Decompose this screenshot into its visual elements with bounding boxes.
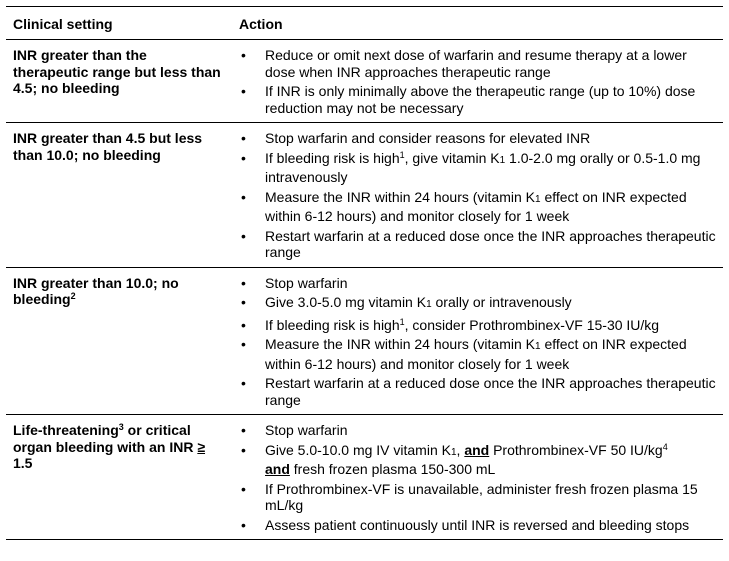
action-text-b: , consider Prothrombinex-VF 15-30 IU/kg bbox=[404, 316, 660, 333]
bullet-icon: • bbox=[241, 188, 246, 205]
setting-text: INR greater than 10.0; no bleeding bbox=[13, 274, 179, 307]
subscript: 1 bbox=[535, 341, 541, 352]
action-text-a: Measure the INR within 24 hours (vitamin K bbox=[265, 336, 535, 352]
bullet-icon: • bbox=[241, 375, 246, 391]
footnote-ref: 4 bbox=[662, 441, 668, 452]
action-text: Stop warfarin bbox=[265, 422, 348, 438]
footnote-ref: 3 bbox=[118, 422, 124, 432]
table-row bbox=[6, 40, 723, 123]
bullet-icon: • bbox=[241, 316, 246, 333]
list-item bbox=[239, 375, 716, 408]
emphasis-and: and bbox=[265, 461, 290, 477]
list-item bbox=[239, 130, 716, 147]
action-cell bbox=[232, 415, 723, 540]
clinical-setting-cell bbox=[6, 415, 232, 540]
bullet-icon: • bbox=[241, 480, 246, 497]
bullet-icon: • bbox=[241, 83, 246, 99]
emphasis-and: and bbox=[464, 441, 490, 458]
subscript: 1 bbox=[499, 154, 506, 166]
action-list bbox=[239, 422, 716, 533]
clinical-setting-cell: INR greater than the therapeutic range but less than 4.5; no bleeding bbox=[6, 40, 232, 123]
action-text-c: 1.0-2.0 mg orally or 0.5-1.0 mg intravenously bbox=[265, 149, 701, 185]
action-text: If INR is only minimally above the therapeutic range (up to 10%) dose reduction may not be necessary bbox=[265, 83, 696, 116]
header-action: Action bbox=[232, 7, 723, 40]
action-text-b: effect on INR expected within 6-12 hours) and monitor closely for 1 week bbox=[265, 336, 687, 372]
action-text: Stop warfarin and consider reasons for elevated INR bbox=[265, 130, 591, 146]
list-item bbox=[239, 150, 716, 186]
header-clinical-setting: Clinical setting bbox=[6, 7, 232, 40]
action-text-b: orally or intravenously bbox=[431, 294, 572, 310]
footnote-ref: 2 bbox=[70, 291, 76, 301]
action-text-b: effect on INR expected within 6-12 hours) and monitor closely for 1 week bbox=[265, 188, 687, 224]
action-text-d: fresh frozen plasma 150-300 mL bbox=[289, 461, 496, 477]
action-text-a: Measure the INR within 24 hours (vitamin K bbox=[265, 188, 535, 205]
action-cell bbox=[232, 40, 723, 123]
bullet-icon: • bbox=[241, 422, 246, 438]
action-text: Restart warfarin at a reduced dose once the INR approaches therapeutic range bbox=[265, 375, 716, 408]
action-text-b: , give vitamin K bbox=[404, 149, 500, 166]
list-item bbox=[239, 83, 716, 116]
bullet-icon: • bbox=[241, 336, 246, 352]
list-item bbox=[239, 317, 716, 334]
table-row bbox=[6, 267, 723, 415]
action-text-b: , bbox=[456, 441, 465, 458]
bullet-icon: • bbox=[241, 47, 246, 63]
list-item bbox=[239, 189, 716, 225]
list-item bbox=[239, 336, 716, 372]
footnote-ref: 1 bbox=[399, 316, 405, 327]
bullet-icon: • bbox=[241, 516, 246, 533]
bullet-icon: • bbox=[241, 441, 246, 458]
list-item bbox=[239, 275, 716, 292]
action-text-a: Give 5.0-10.0 mg IV vitamin K bbox=[265, 441, 451, 458]
list-item bbox=[239, 47, 716, 80]
list-item bbox=[239, 481, 716, 514]
subscript: 1 bbox=[426, 299, 432, 310]
action-text: Reduce or omit next dose of warfarin and resume therapy at a lower dose when INR approaches therapeutic range bbox=[265, 47, 687, 80]
greater-equal-symbol: ≥ bbox=[197, 438, 206, 455]
bullet-icon: • bbox=[241, 149, 246, 166]
action-text: Assess patient continuously until INR is reversed and bleeding stops bbox=[265, 516, 690, 533]
action-text-a: If bleeding risk is high bbox=[265, 149, 400, 166]
warfarin-reversal-table bbox=[6, 6, 723, 540]
list-item bbox=[239, 442, 716, 478]
list-item bbox=[239, 422, 716, 439]
clinical-setting-cell: INR greater than 4.5 but less than 10.0; no bleeding bbox=[6, 123, 232, 268]
action-cell bbox=[232, 267, 723, 415]
clinical-setting-cell bbox=[6, 267, 232, 415]
action-text-c: Prothrombinex-VF 50 IU/kg bbox=[489, 441, 663, 458]
list-item bbox=[239, 228, 716, 261]
subscript: 1 bbox=[535, 193, 541, 205]
footnote-ref: 1 bbox=[399, 149, 405, 160]
action-text: Stop warfarin bbox=[265, 274, 348, 291]
bullet-icon: • bbox=[241, 227, 246, 244]
list-item bbox=[239, 294, 716, 314]
bullet-icon: • bbox=[241, 274, 246, 291]
bullet-icon: • bbox=[241, 294, 246, 310]
action-text: Restart warfarin at a reduced dose once the INR approaches therapeutic range bbox=[265, 227, 716, 260]
action-text: If Prothrombinex-VF is unavailable, administer fresh frozen plasma 15 mL/kg bbox=[265, 480, 698, 513]
setting-text-b: or critical organ bleeding with an INR bbox=[13, 422, 198, 455]
header-row bbox=[6, 7, 723, 40]
action-cell bbox=[232, 123, 723, 268]
setting-text-a: Life-threatening bbox=[13, 422, 119, 438]
table-row bbox=[6, 123, 723, 268]
action-list bbox=[239, 130, 716, 261]
bullet-icon: • bbox=[241, 130, 246, 146]
action-text-a: Give 3.0-5.0 mg vitamin K bbox=[265, 294, 427, 310]
subscript: 1 bbox=[450, 446, 457, 458]
action-list bbox=[239, 275, 716, 409]
action-text-a: If bleeding risk is high bbox=[265, 316, 400, 333]
setting-text-c: 1.5 bbox=[13, 455, 33, 471]
table-row bbox=[6, 415, 723, 540]
list-item bbox=[239, 517, 716, 534]
action-list bbox=[239, 47, 716, 116]
